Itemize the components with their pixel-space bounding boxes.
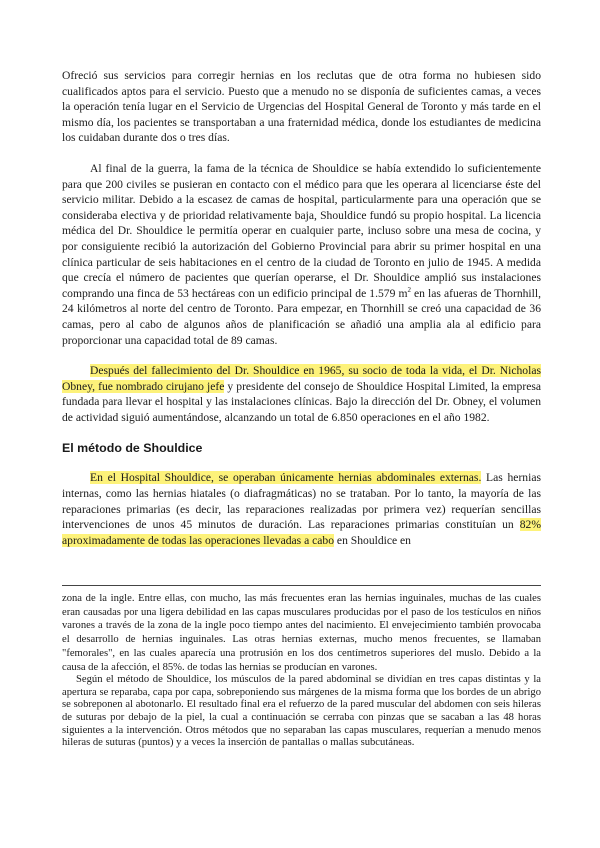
footnote-1: zona de la ingle. Entre ellas, con mucho, las más frecuentes eran las hernias inguinales, muchas de las cuales eran causadas por una ligera debilidad en las capas musculares producidas por el paso de los testículos en niños varones a través de la zona de la ingle poco tiempo antes del nacimiento. El envejecimiento también provocaba el desarrollo de hernias inguinales. Las otras hernias externas, mucho menos frecuentes, se llamaban "femorales", en las cuales aparecía una protrusión en los dos centímetros superiores del muslo. Debido a la causa de la afección, el 85%. de todas las hernias se producían en varones. (62, 593, 541, 673)
paragraph-4 (62, 470, 541, 548)
highlight-3: 82% aproximadamente de todas las operaciones llevadas a cabo (62, 518, 541, 547)
highlight-2: En el Hospital Shouldice, se operaban únicamente hernias abdominales externas. (90, 471, 482, 485)
highlight-1: Después del fallecimiento del Dr. Shouldice en 1965, su socio de toda la vida, el Dr. Nicholas Obney, fue nombrado cirujano jefe (62, 364, 541, 393)
footnote-divider (62, 585, 541, 586)
superscript: 2 (407, 285, 411, 294)
paragraph-2 (62, 161, 541, 348)
footnotes (62, 592, 541, 750)
paragraph-2-text-b: en las afueras de Thornhill, 24 kilómetros al norte del centro de Toronto. Para empezar, en Thornhill se creó una capacidad de 36 camas, pero al cabo de algunos años de planificación se añadió una amplia ala al edificio para proporcionar una capacidad total de 89 camas. (62, 286, 541, 347)
paragraph-3-text: y presidente del consejo de Shouldice Hospital Limited, la empresa fundada para llevar el hospital y las instalaciones clínicas. Bajo la dirección del Dr. Obney, el volumen de actividad siguió aumentándose, alcanzando un total de 6.850 operaciones en el año 1982. (62, 379, 541, 424)
paragraph-2-text-a: Al final de la guerra, la fama de la técnica de Shouldice se había extendido lo suficientemente para que 200 civiles se pusieran en contacto con el médico para que les operara al licenciarse éste del servicio militar. Debido a la escasez de camas de hospital, particularmente para una operación que se consideraba electiva y de prioridad relativamente baja, Shouldice fundó su propio hospital. La licencia médica del Dr. Shouldice le permitía operar en cualquier parte, incluso sobre una mesa de cocina, y por consiguiente recibió la autorización del Gobierno Provincial para abrir su primer hospital en una clínica particular de seis habitaciones en el centro de la ciudad de Toronto en julio de 1945. A medida que crecía el número de pacientes que querían operarse, el Dr. Shouldice amplió sus instalaciones comprando una finca de 53 hectáreas con un edificio principal de 1.579 m (62, 161, 541, 300)
section-heading: El método de Shouldice (62, 441, 203, 456)
paragraph-1: Ofreció sus servicios para corregir hernias en los reclutas que de otra forma no hubiesen sido cualificados aptos para el servicio. Puesto que a menudo no se disponía de suficientes camas, a veces la operación tenía lugar en el Servicio de Urgencias del Hospital General de Toronto y más tarde en el mismo día, los pacientes se transportaban a una fraternidad médica, donde los estudiantes de medicina los cuidaban durante dos o tres días. (62, 69, 541, 145)
paragraph-4-end: en Shouldice en (334, 533, 411, 547)
footnote-2: Según el método de Shouldice, los músculos de la pared abdominal se dividían en tres capas distintas y la apertura se reparaba, capa por capa, sobreponiendo sus márgenes de la misma forma que los bordes de un abrigo se sobreponen al abotonarlo. El resultado final era el refuerzo de la pared muscular del abdomen con seis hileras de suturas por debajo de la piel, la cual a continuación se cerraba con pinzas que se sacaban a las 48 horas siguientes a la intervención. Otros métodos que no separaban las capas musculares, requerían a menudo menos hileras de suturas (puntos) y a veces la inserción de pantallas o mallas subcutáneas. (62, 674, 541, 749)
paragraph-4-text: Las hernias internas, como las hernias hiatales (o diafragmáticas) no se trataban. Por lo tanto, la mayoría de las reparaciones primarias (es decir, las reparaciones realizadas por primera vez) requerían sencillas intervenciones de unos 45 minutos de duración. Las reparaciones primarias constituían un (62, 471, 541, 532)
paragraph-3 (62, 363, 541, 425)
main-text (62, 68, 541, 548)
